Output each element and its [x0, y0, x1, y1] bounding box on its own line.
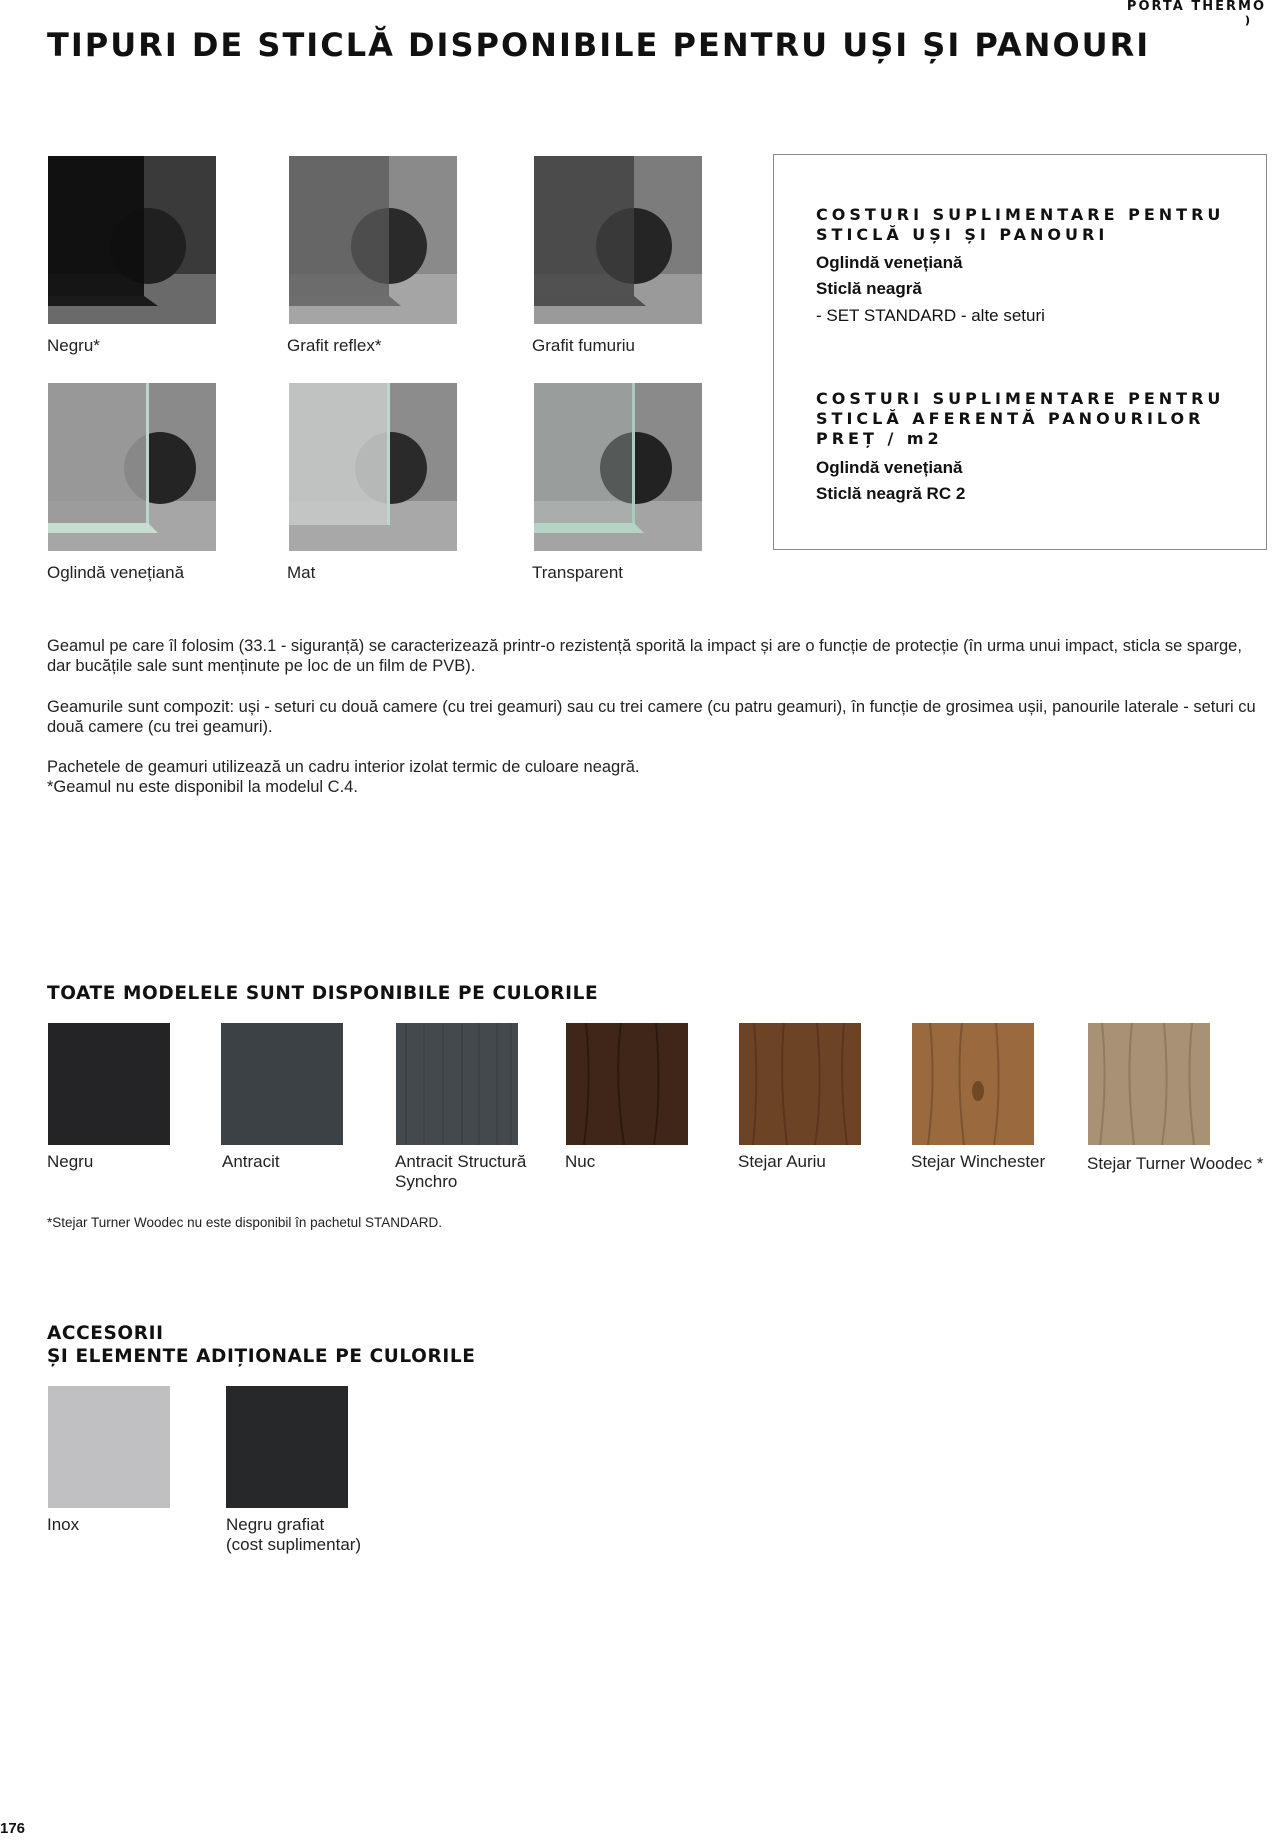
color-label-nuc: Nuc [565, 1152, 596, 1171]
cost-item: - SET STANDARD - alte seturi [816, 306, 1045, 325]
brand-logo [1127, 0, 1266, 28]
paragraph-glass-frame: Pachetele de geamuri utilizează un cadru interior izolat termic de culoare neagră. [47, 758, 640, 776]
glass-swatch-grafit-fumuriu [534, 156, 702, 324]
glass-label-transparent: Transparent [532, 563, 624, 582]
accessory-swatch-negru-grafiat [226, 1386, 348, 1508]
paragraph-glass-composition: Geamurile sunt compozit: uși - seturi cu două camere (cu trei geamuri) sau cu trei camere (cu patru geamuri), în funcție de grosimea ușii, panourile laterale - seturi cu două camere (cu trei geamuri). [47, 698, 1256, 736]
glass-swatch-grafit-reflex [289, 156, 457, 324]
color-label-negru: Negru [47, 1152, 94, 1171]
color-swatch-antracit [221, 1023, 343, 1145]
cost-item: Oglindă venețiană [816, 458, 963, 477]
glass-label-grafit-fumuriu: Grafit fumuriu [532, 336, 635, 355]
color-label-stejar-turner: Stejar Turner Woodec * [1087, 1154, 1264, 1173]
glass-label-oglinda-venetiana: Oglindă venețiană [47, 563, 185, 582]
cost-item: Sticlă neagră RC 2 [816, 484, 966, 503]
color-swatch-nuc [566, 1023, 688, 1145]
paragraph-glass-note: *Geamul nu este disponibil la modelul C.4. [47, 778, 358, 796]
glass-label-negru: Negru* [47, 336, 100, 355]
accessory-label-extra: (cost suplimentar) [226, 1535, 362, 1554]
accessory-label-negru-grafiat [226, 1515, 361, 1555]
brand-mark: ❫ [1242, 14, 1254, 27]
cost-heading-doors: COSTURI SUPLIMENTARE PENTRU STICLĂ UȘI ȘI PANOURI [816, 205, 1225, 244]
glass-label-mat: Mat [287, 563, 316, 582]
accessory-label-inox: Inox [47, 1515, 80, 1534]
extra-costs-box [773, 154, 1267, 550]
color-swatch-antracit-structura [396, 1023, 518, 1145]
colors-footnote: *Stejar Turner Woodec nu este disponibil în pachetul STANDARD. [47, 1215, 442, 1230]
colors-heading: TOATE MODELELE SUNT DISPONIBILE PE CULORILE [47, 983, 599, 1004]
paragraph-glass-safety: Geamul pe care îl folosim (33.1 - siguranță) se caracterizează printr-o rezistență sporită la impact și are o funcție de protecție (în urma unui impact, sticla se sparge, dar bucățile sale sunt menținute pe loc de un film de PVB). [47, 637, 1242, 675]
glass-swatch-negru [48, 156, 216, 324]
accessory-label-name: Negru grafiat [226, 1515, 325, 1534]
color-label-antracit: Antracit [222, 1152, 280, 1171]
glass-swatch-transparent [534, 383, 702, 551]
accessories-heading-line1: ACCESORII [47, 1323, 164, 1344]
color-swatch-stejar-turner [1088, 1023, 1210, 1145]
cost-item: Oglindă venețiană [816, 253, 963, 272]
color-swatch-stejar-auriu [739, 1023, 861, 1145]
cost-heading-panels: COSTURI SUPLIMENTARE PENTRU STICLĂ AFERENTĂ PANOURILOR PREȚ / m2 [816, 389, 1225, 448]
page-number: 176 [0, 1820, 26, 1837]
glass-label-grafit-reflex: Grafit reflex* [287, 336, 382, 355]
accessories-heading [47, 1322, 475, 1368]
color-label-antracit-structura: Antracit Structură Synchro [395, 1152, 527, 1191]
brand-name: PORTA THERMO [1126, 0, 1266, 14]
color-swatch-negru [48, 1023, 170, 1145]
cost-item: Sticlă neagră [816, 279, 922, 298]
accessories-heading-line2: ȘI ELEMENTE ADIȚIONALE PE CULORILE [47, 1346, 476, 1367]
glass-swatch-oglinda-venetiana [48, 383, 216, 551]
color-label-stejar-auriu: Stejar Auriu [738, 1152, 826, 1171]
accessory-swatch-inox [48, 1386, 170, 1508]
glass-swatch-mat [289, 383, 457, 551]
color-label-stejar-winchester: Stejar Winchester [911, 1152, 1046, 1171]
color-swatch-stejar-winchester [912, 1023, 1034, 1145]
page-title: TIPURI DE STICLĂ DISPONIBILE PENTRU UȘI ȘI PANOURI [47, 26, 1151, 64]
